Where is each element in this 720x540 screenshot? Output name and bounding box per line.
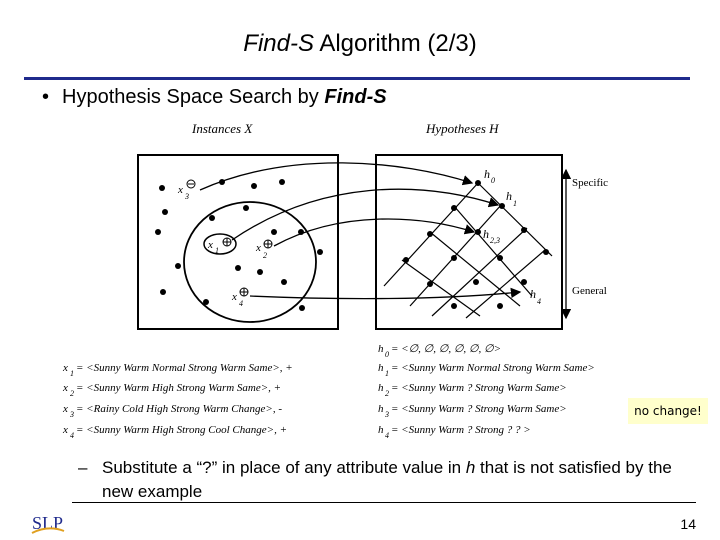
svg-text:h: h bbox=[378, 403, 384, 415]
svg-text:= <Sunny Warm ? Strong Warm S: = <Sunny Warm ? Strong Warm Same> bbox=[391, 403, 567, 415]
h0-label: h bbox=[484, 167, 490, 181]
hypotheses-box bbox=[376, 155, 562, 329]
example-row bbox=[62, 403, 282, 419]
hypothesis-row bbox=[378, 362, 595, 378]
h1-sub: 1 bbox=[513, 199, 517, 208]
svg-text:h: h bbox=[378, 362, 384, 374]
sub-bullet-text bbox=[102, 456, 678, 504]
page-number: 14 bbox=[680, 516, 696, 532]
x1-sub: 1 bbox=[215, 246, 219, 255]
sub-text-part1: Substitute a “?” in place of any attribute value in bbox=[102, 458, 466, 477]
general-label: General bbox=[572, 285, 607, 297]
svg-text:2: 2 bbox=[70, 389, 74, 398]
title-rest: Algorithm (2/3) bbox=[313, 30, 477, 57]
svg-text:0: 0 bbox=[385, 350, 389, 359]
footer-rule bbox=[72, 502, 696, 503]
x1-label: x bbox=[208, 239, 213, 251]
instance-x2 bbox=[255, 240, 272, 260]
svg-text:= <Sunny Warm Normal Strong Wa: = <Sunny Warm Normal Strong Warm Same>, + bbox=[76, 362, 293, 374]
instances-box bbox=[138, 155, 338, 329]
svg-text:3: 3 bbox=[70, 410, 74, 419]
svg-text:2: 2 bbox=[385, 389, 389, 398]
sub-text-part2: that is not satisfied by the new example bbox=[102, 458, 672, 501]
hypothesis-row bbox=[378, 382, 567, 398]
hypothesis-row bbox=[378, 403, 567, 419]
x2-sub: 2 bbox=[263, 251, 267, 260]
title-italic: Find-S bbox=[243, 30, 314, 57]
bullet-dot: • bbox=[42, 86, 50, 108]
h1-label: h bbox=[506, 189, 512, 203]
sub-text-italic: h bbox=[465, 458, 476, 477]
svg-text:x: x bbox=[63, 424, 68, 436]
hypotheses-list bbox=[378, 343, 595, 440]
x3-sub: 3 bbox=[185, 192, 189, 201]
svg-text:1: 1 bbox=[70, 369, 74, 378]
slp-logo bbox=[30, 505, 66, 539]
h4-sub: 4 bbox=[537, 297, 541, 306]
svg-text:= <Sunny Warm High Strong Cool: = <Sunny Warm High Strong Cool Change>, + bbox=[76, 424, 287, 436]
x3-label: x bbox=[178, 184, 183, 196]
svg-text:1: 1 bbox=[385, 369, 389, 378]
hypotheses-title: Hypotheses H bbox=[426, 121, 499, 136]
no-change-note: no change! bbox=[628, 398, 708, 424]
svg-text:= <Sunny Warm ? Strong ? ?: = <Sunny Warm ? Strong ? ? > bbox=[391, 424, 531, 436]
h0-sub: 0 bbox=[491, 176, 495, 185]
svg-text:= <∅, ∅, ∅, ∅, ∅, ∅>: = <∅, ∅, ∅, ∅, ∅, ∅> bbox=[391, 343, 502, 355]
svg-text:h: h bbox=[378, 424, 384, 436]
instance-x3 bbox=[177, 180, 195, 201]
svg-text:4: 4 bbox=[385, 431, 389, 440]
sub-bullet bbox=[78, 456, 678, 504]
x2-label: x bbox=[256, 242, 261, 254]
examples-list bbox=[62, 362, 293, 440]
svg-text:= <Rainy Cold High Strong Warm: = <Rainy Cold High Strong Warm Change>, - bbox=[76, 403, 283, 415]
svg-text:x: x bbox=[63, 362, 68, 374]
hypothesis-row bbox=[378, 424, 531, 440]
sub-bullet-dash: – bbox=[78, 458, 88, 477]
hypothesis-h0 bbox=[484, 167, 495, 185]
h23-sub: 2,3 bbox=[490, 236, 500, 245]
example-row bbox=[62, 362, 293, 378]
svg-text:x: x bbox=[63, 403, 68, 415]
svg-text:x: x bbox=[63, 382, 68, 394]
svg-text:3: 3 bbox=[385, 410, 389, 419]
x4-sub: 4 bbox=[239, 299, 243, 308]
example-row bbox=[62, 382, 281, 398]
hypothesis-row bbox=[378, 343, 501, 359]
instance-dots bbox=[155, 179, 323, 311]
svg-text:h: h bbox=[378, 382, 384, 394]
svg-text:= <Sunny Warm High Strong War: = <Sunny Warm High Strong Warm Same>, + bbox=[76, 382, 282, 394]
svg-text:= <Sunny Warm ? Strong Warm: = <Sunny Warm ? Strong Warm Same> bbox=[391, 382, 567, 394]
h4-label: h bbox=[530, 287, 536, 301]
x4-label: x bbox=[232, 291, 237, 303]
h23-label: h bbox=[483, 227, 489, 241]
specific-label: Specific bbox=[572, 177, 609, 189]
hypothesis-h1 bbox=[506, 189, 517, 208]
svg-text:= <Sunny Warm Normal Strong Wa: = <Sunny Warm Normal Strong Warm Same> bbox=[391, 362, 595, 374]
example-row bbox=[62, 424, 287, 440]
bullet-text: Hypothesis Space Search by bbox=[62, 86, 325, 108]
instance-x4 bbox=[231, 288, 248, 308]
instances-title: Instances X bbox=[192, 121, 253, 136]
bullet-bold-text: Find-S bbox=[324, 86, 387, 108]
svg-text:SLP: SLP bbox=[32, 513, 64, 533]
svg-text:h: h bbox=[378, 343, 384, 355]
svg-text:4: 4 bbox=[70, 431, 74, 440]
hypothesis-h4 bbox=[530, 287, 541, 306]
